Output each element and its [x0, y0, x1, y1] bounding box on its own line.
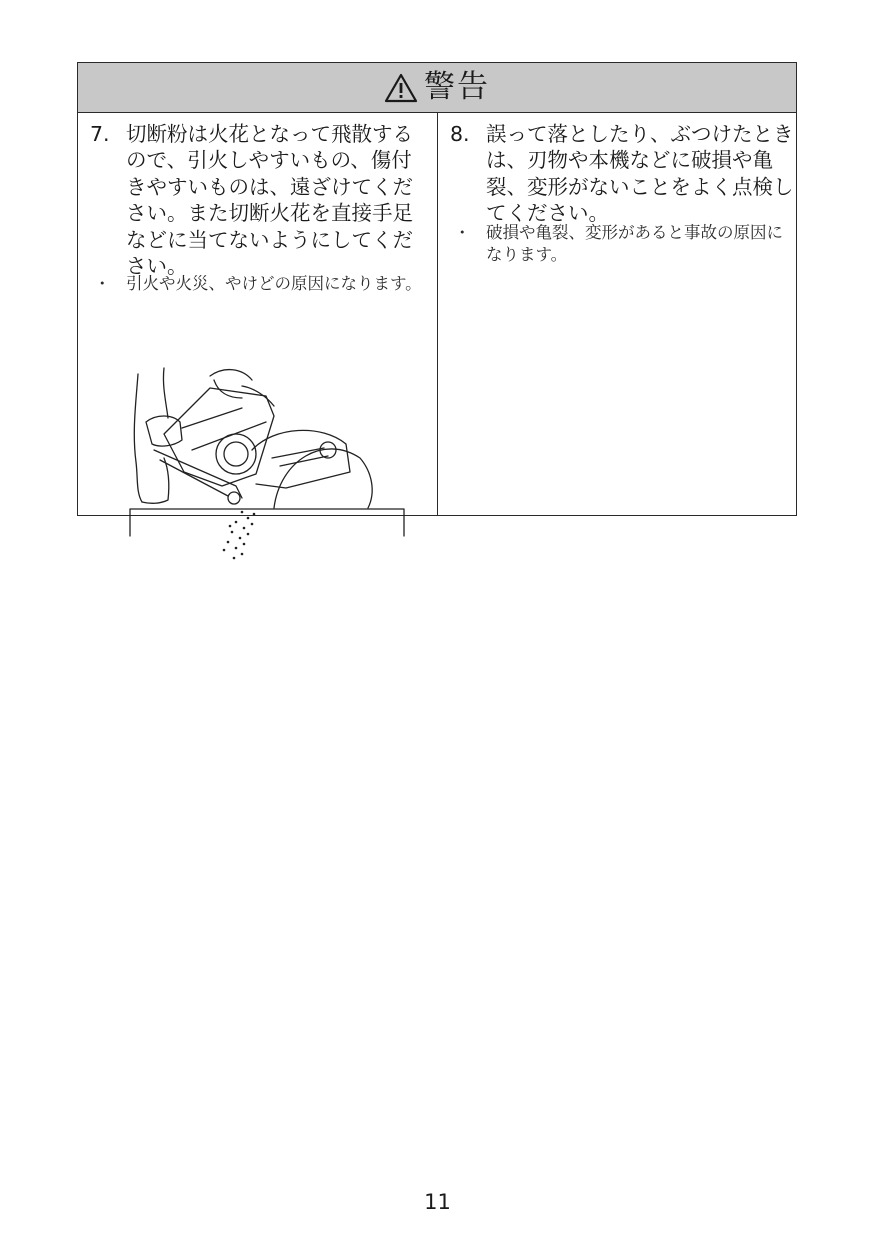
bullet: ・ [94, 274, 111, 293]
warning-triangle-icon [384, 73, 418, 103]
item-note [454, 222, 794, 266]
note-text: 破損や亀裂、変形があると事故の原因になります。 [486, 223, 783, 264]
page-number: 11 [424, 1190, 451, 1214]
item-number: 8. [450, 122, 470, 146]
warning-table [77, 62, 797, 516]
bullet: ・ [454, 223, 471, 242]
item-body [450, 121, 796, 227]
item-number: 7. [90, 122, 110, 146]
cutter-sparks-illustration [124, 362, 409, 567]
note-text: 引火や火災、やけどの原因になります。 [126, 274, 422, 293]
warning-header [78, 63, 796, 113]
warning-title: 警告 [424, 69, 490, 105]
warning-item-8 [438, 112, 796, 515]
item-text: 切断粉は火花となって飛散するので、引火しやすいもの、傷付きやすいものは、遠ざけてください。また切断火花を直接手足などに当てないようにしてください。 [126, 122, 413, 279]
item-text: 誤って落としたり、ぶつけたときは、刃物や本機などに破損や亀裂、変形がないことをよく点検してください。 [486, 122, 794, 226]
item-body [90, 121, 432, 279]
item-note [94, 273, 434, 295]
warning-item-7 [78, 112, 437, 515]
